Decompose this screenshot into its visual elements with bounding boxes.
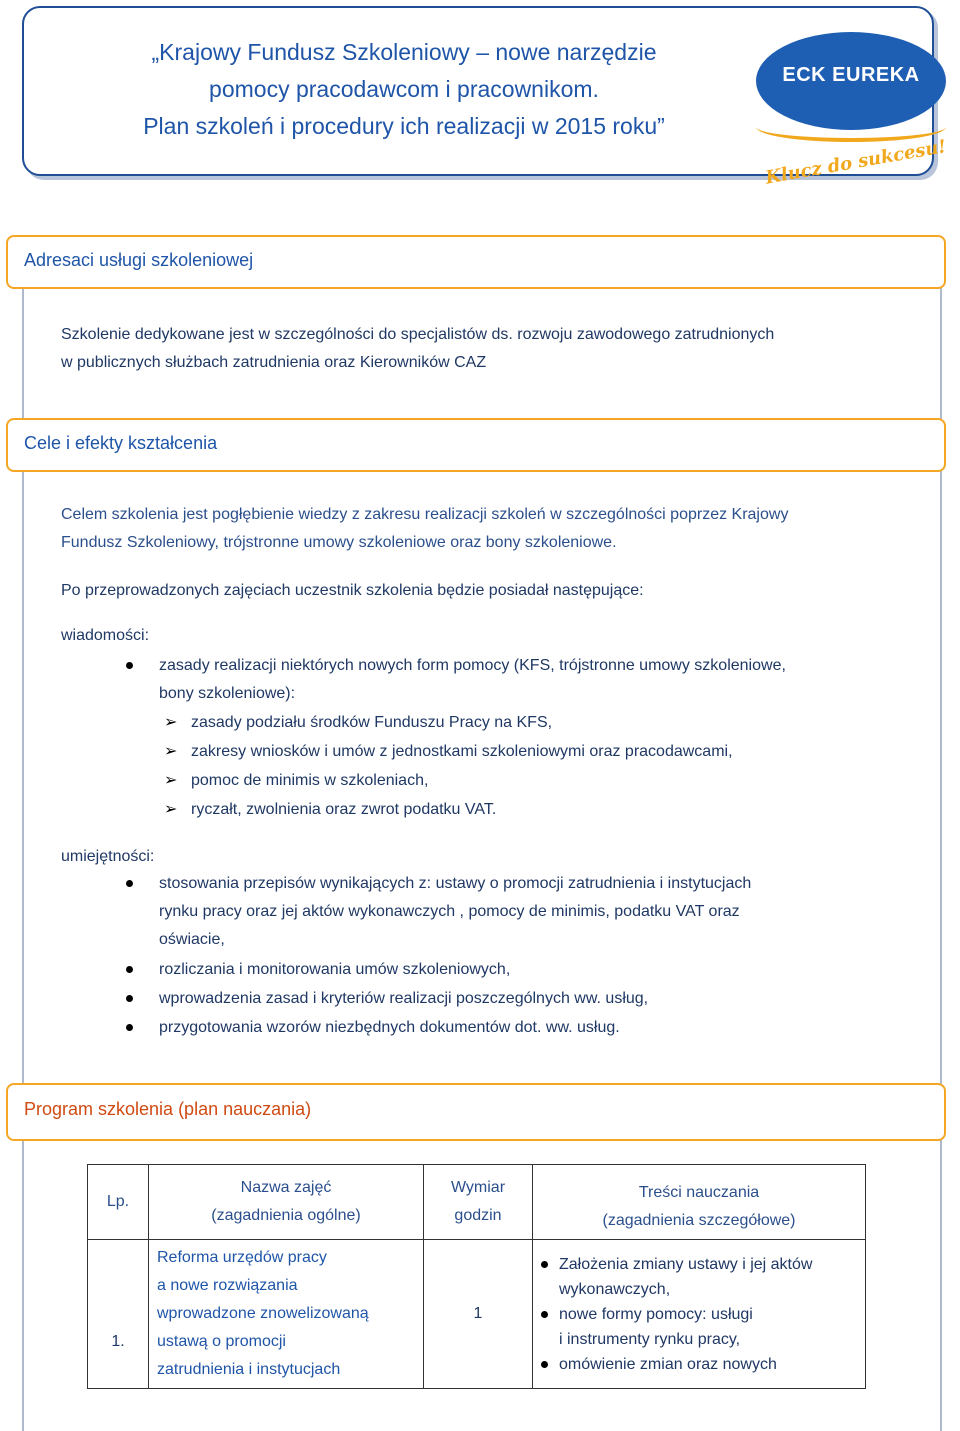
skills-item: przygotowania wzorów niezbędnych dokumentów dot. ww. usług. <box>159 1019 620 1036</box>
content-list <box>541 1252 857 1377</box>
bullet-icon <box>126 880 133 887</box>
section-heading-program <box>6 1083 946 1141</box>
table-row <box>88 1240 866 1389</box>
title-line-3: Plan szkoleń i procedury ich realizacji w 2015 roku” <box>143 113 665 139</box>
program-table <box>87 1164 866 1389</box>
content-item: omówienie zmian oraz nowych <box>541 1352 857 1377</box>
row-lp: 1. <box>88 1240 149 1389</box>
skills-label: umiejętności: <box>61 848 155 865</box>
arrow-bullet-icon: ➢ <box>164 743 178 760</box>
logo-swoosh <box>756 112 946 142</box>
outcomes-intro: Po przeprowadzonych zajęciach uczestnik szkolenia będzie posiadał następujące: <box>61 582 644 599</box>
text-line: oświacie, <box>159 931 225 948</box>
adresaci-body <box>61 321 911 377</box>
row-name: Reforma urzędów pracy a nowe rozwiązania wprowadzone znowelizowaną ustawą o promocji zatrudnienia i instytucjach <box>149 1240 424 1389</box>
text-line: Celem szkolenia jest pogłębienie wiedzy z zakresu realizacji szkoleń w szczególności poprzez Krajowy <box>61 506 789 523</box>
knowledge-subitem: pomoc de minimis w szkoleniach, <box>191 772 429 789</box>
row-content <box>533 1240 866 1389</box>
title-line-2: pomocy pracodawcom i pracownikom. <box>209 76 599 102</box>
bullet-icon <box>126 995 133 1002</box>
arrow-bullet-icon: ➢ <box>164 772 178 789</box>
knowledge-subitem: zakresy wniosków i umów z jednostkami szkoleniowymi oraz pracodawcami, <box>191 743 733 760</box>
skills-item: wprowadzenia zasad i kryteriów realizacji poszczególnych ww. usług, <box>159 990 649 1007</box>
section-heading-label: Program szkolenia (plan nauczania) <box>24 1099 312 1119</box>
header-name: Nazwa zajęć (zagadnienia ogólne) <box>149 1165 424 1240</box>
section-heading-label: Adresaci usługi szkoleniowej <box>24 250 254 270</box>
document-title <box>94 34 714 145</box>
cele-intro <box>61 501 911 557</box>
header-content: Treści nauczania (zagadnienia szczegółowe) <box>533 1165 866 1240</box>
row-hours: 1 <box>424 1240 533 1389</box>
header-hours: Wymiar godzin <box>424 1165 533 1240</box>
content-item: nowe formy pomocy: usługi i instrumenty rynku pracy, <box>541 1302 857 1352</box>
knowledge-bullet <box>159 652 919 708</box>
arrow-bullet-icon: ➢ <box>164 714 178 731</box>
header-lp: Lp. <box>88 1165 149 1240</box>
text-line: bony szkoleniowe): <box>159 685 296 702</box>
bullet-icon <box>126 1024 133 1031</box>
knowledge-label: wiadomości: <box>61 627 150 644</box>
text-line: Szkolenie dedykowane jest w szczególności do specjalistów ds. rozwoju zawodowego zatrudnionych <box>61 326 775 343</box>
title-line-1: „Krajowy Fundusz Szkoleniowy – nowe narzędzie <box>151 39 657 65</box>
table-header-row <box>88 1165 866 1240</box>
text-line: rynku pracy oraz jej aktów wykonawczych , pomocy de minimis, podatku VAT oraz <box>159 903 740 920</box>
header-box <box>22 6 948 189</box>
text-line: stosowania przepisów wynikających z: ustawy o promocji zatrudnienia i instytucjach <box>159 875 752 892</box>
skills-item: rozliczania i monitorowania umów szkoleniowych, <box>159 961 511 978</box>
arrow-bullet-icon: ➢ <box>164 801 178 818</box>
knowledge-subitem: ryczałt, zwolnienia oraz zwrot podatku VAT. <box>191 801 497 818</box>
skills-item <box>159 870 919 954</box>
section-heading-cele <box>6 418 946 472</box>
bullet-icon <box>126 662 133 669</box>
text-line: w publicznych służbach zatrudnienia oraz Kierowników CAZ <box>61 354 487 371</box>
logo-text: ECK EUREKA <box>782 64 920 86</box>
content-item: Założenia zmiany ustawy i jej aktów wykonawczych, <box>541 1252 857 1302</box>
text-line: zasady realizacji niektórych nowych form pomocy (KFS, trójstronne umowy szkoleniowe, <box>159 657 786 674</box>
logo-tagline: Klucz do sukcesu! <box>763 136 948 189</box>
bullet-icon <box>126 966 133 973</box>
knowledge-subitem: zasady podziału środków Funduszu Pracy na KFS, <box>191 714 553 731</box>
section-heading-adresaci <box>6 235 946 289</box>
section-heading-label: Cele i efekty kształcenia <box>24 433 218 453</box>
eck-eureka-logo <box>752 32 952 189</box>
text-line: Fundusz Szkoleniowy, trójstronne umowy szkoleniowe oraz bony szkoleniowe. <box>61 534 617 551</box>
